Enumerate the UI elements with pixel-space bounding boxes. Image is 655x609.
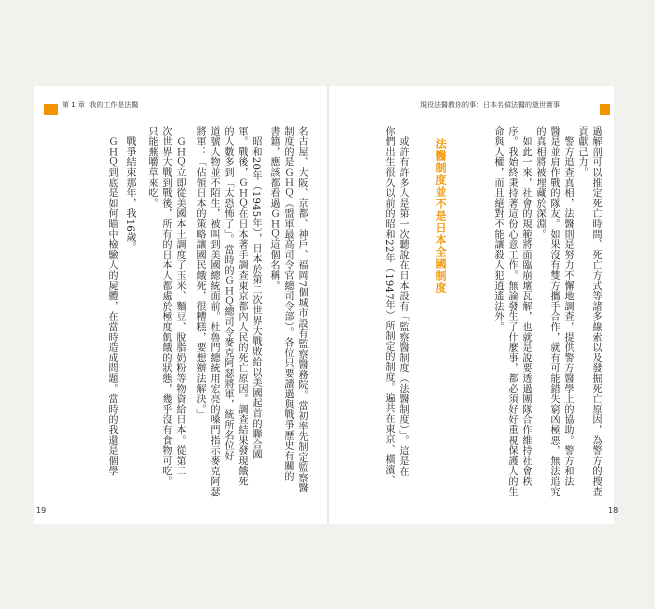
body-line: 或許有許多人是第一次聽說在日本設有「監察醫制度（法醫制度）」。這是在: [397, 126, 408, 477]
body-line: 過解剖可以推定死亡時間、死亡方式等諸多線索以及發掘死亡原因，為警方的搜查: [590, 126, 601, 497]
body-line: 將軍：「佔領日本的策略讓國民餓死，很糟糕，要想辦法解決。」: [194, 126, 205, 420]
running-header-left: [62, 100, 138, 110]
body-line: ＧＨＱ到底是如何瞄中檢驗人的屍體，在當時造成問題。當時的我還是個學: [106, 126, 117, 477]
body-line: 序。我始終秉持著這份心意工作。無論發生了什麼事，都必須好好重視保護人的生: [506, 126, 517, 497]
body-line: 昭和20年（1945年），日本於第二次世界大戰敗給以美國起首的聯合國: [250, 126, 261, 460]
body-line: 次世界大戰到戰後，所有的日本人都處於極度飢餓的狀態，幾乎沒有食物可吃。: [160, 126, 171, 487]
body-line: 制度的是ＧＨＱ（盟軍最高司令官總司令部）。各位只要讀過與戰爭歷史有關的: [282, 126, 293, 482]
page-number-left: 19: [36, 506, 47, 515]
body-line: 警方追查真相，法醫則是努力不懈地調查，提供警方醫學上的協助。警方和法: [562, 126, 573, 487]
body-line: 如此一來，社會的規範將面臨崩壞瓦解，也就是說要透過團隊合作維持社會秩: [520, 126, 531, 487]
chapter-title: 我的工作是法醫: [89, 101, 139, 109]
body-line: 道號人物並不陌生，被叫到美國總統面前。杜魯門總統用宏亮的嗓門指示麥克阿瑟: [208, 126, 219, 497]
body-line: 醫是並肩作戰的隊友。如果沒有雙方攜手合作，就有可能錯失窮凶極惡，無法追究: [548, 126, 559, 497]
book-gutter: [327, 86, 329, 524]
body-line: 只能蕪嚼草來吃。: [146, 126, 157, 209]
body-line: 命與人權，而且絕對不能讓殺人犯逍遙法外。: [492, 126, 503, 332]
body-line: 名古屋、大阪、京都、神戶、福岡7個城市設有監察醫務院。當初率先制定監察醫: [296, 126, 307, 494]
section-heading: 法醫制度並不是日本全國制度: [434, 138, 447, 294]
body-line: 你們出生很久以前的昭和22年（1947年）所制定的制度。遍共在東京、橫濱、: [383, 126, 394, 486]
body-line: 戰爭結束那年，我16歲。: [124, 126, 135, 253]
header-marker: [600, 104, 610, 115]
page-number-right: 18: [608, 506, 619, 515]
body-line: 書籍，應該都看過ＧＨＱ這個名稱。: [268, 126, 279, 291]
chapter-marker: [44, 104, 58, 115]
body-line: 的人數多到「太恐怖了」。當時的ＧＨＱ總司令麥克阿瑟將軍，統所名位好: [222, 126, 233, 461]
body-line: 的真相將被埋藏於深淵。: [534, 126, 545, 240]
body-line: 軍。戰後，ＧＨＱ在日本著手調查東京都內人民的死亡原因。調查結果發現餓死: [236, 126, 247, 487]
running-header-right: 現役法醫教你的事：日本名偵法醫的逝世實事: [420, 101, 560, 109]
chapter-label: 第 1 章: [62, 101, 85, 109]
body-line: ＧＨＱ立即從美國本土調度了玉米、麵豆、脫脂奶粉等物資給日本。從第二: [174, 126, 185, 477]
body-line: 貢獻己力。: [576, 126, 587, 178]
